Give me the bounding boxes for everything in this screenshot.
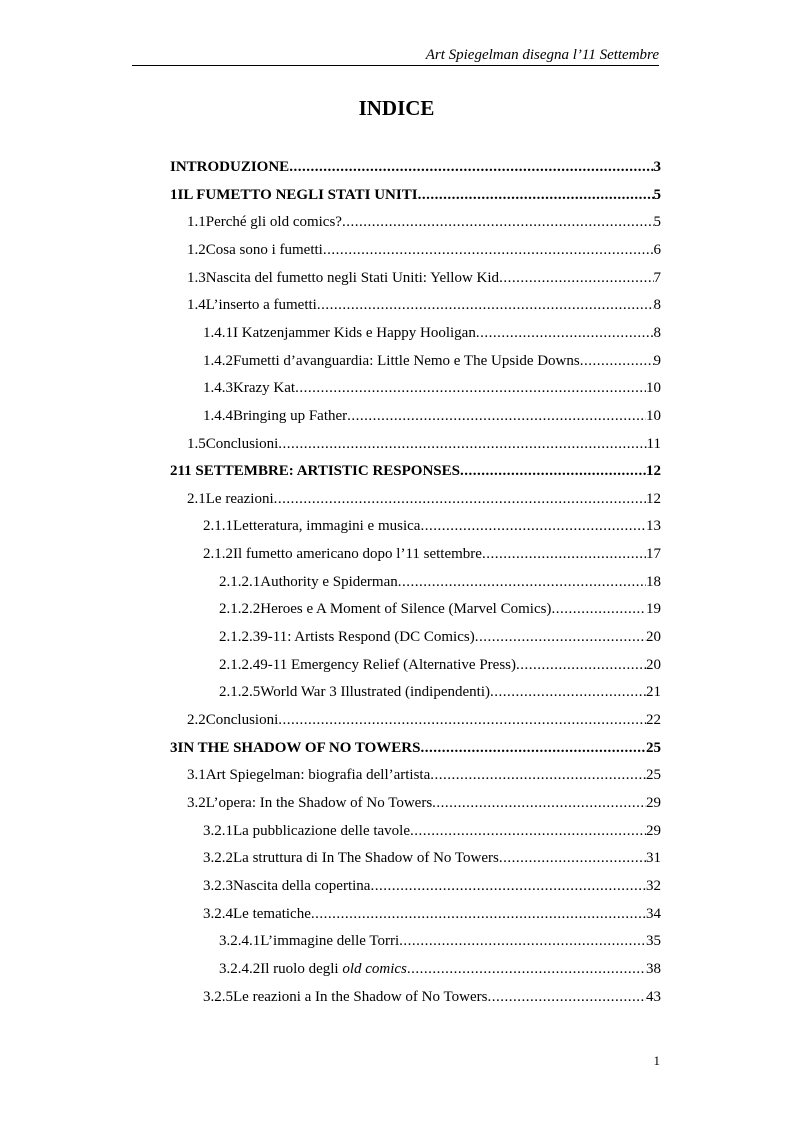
toc-entry[interactable] bbox=[219, 679, 661, 706]
toc-entry-title: Il ruolo degli old comics bbox=[260, 960, 407, 977]
toc-entry[interactable] bbox=[170, 182, 661, 209]
toc-entry-title: Authority e Spiderman bbox=[260, 573, 398, 590]
toc-leader-dots bbox=[476, 320, 654, 347]
toc-entry-page: 25 bbox=[646, 767, 661, 784]
toc-entry-title: Conclusioni bbox=[205, 435, 279, 452]
toc-entry-number: 1.2 bbox=[187, 241, 206, 258]
toc-entry-number: 3.2.4.1 bbox=[219, 933, 261, 950]
toc-entry-page: 18 bbox=[646, 573, 661, 590]
toc-entry-number: 2.1 bbox=[187, 490, 206, 507]
toc-entry-number: 2.1.2.2 bbox=[219, 601, 261, 618]
toc-entry-title: Nascita della copertina bbox=[233, 877, 371, 894]
toc-entry[interactable] bbox=[203, 375, 661, 402]
toc-entry[interactable] bbox=[203, 320, 661, 347]
toc-entry-title: Le reazioni bbox=[205, 490, 274, 507]
toc-entry-page: 12 bbox=[646, 490, 661, 507]
toc-leader-dots bbox=[460, 458, 646, 485]
toc-entry-number: 1.4.2 bbox=[203, 352, 233, 369]
toc-entry-number: 2.1.2.5 bbox=[219, 684, 261, 701]
toc-entry-page: 43 bbox=[646, 988, 661, 1005]
toc-entry-title: Heroes e A Moment of Silence (Marvel Comics) bbox=[260, 601, 552, 618]
toc-leader-dots bbox=[420, 513, 646, 540]
running-title: Art Spiegelman disegna l’11 Settembre bbox=[422, 47, 659, 63]
toc-entry-number: 3.2.4.2 bbox=[219, 960, 261, 977]
toc-entry[interactable] bbox=[203, 513, 661, 540]
toc-entry-title: La struttura di In The Shadow of No Towers bbox=[233, 850, 499, 867]
toc-leader-dots bbox=[487, 984, 646, 1011]
toc-leader-dots bbox=[418, 182, 654, 209]
toc-entry-page: 31 bbox=[646, 850, 661, 867]
toc-entry[interactable] bbox=[187, 707, 661, 734]
toc-entry[interactable] bbox=[187, 265, 661, 292]
toc-entry-number: 3.1 bbox=[187, 767, 206, 784]
toc-leader-dots bbox=[499, 265, 653, 292]
page-title: INDICE bbox=[358, 96, 435, 120]
toc-entry-page: 12 bbox=[646, 463, 661, 480]
toc-leader-dots bbox=[475, 624, 646, 651]
toc-entry-number: 3 bbox=[170, 739, 178, 756]
toc-entry-number: 2.1.2.4 bbox=[219, 656, 261, 673]
toc-entry[interactable] bbox=[187, 292, 661, 319]
toc-entry-title: Il fumetto americano dopo l’11 settembre bbox=[233, 546, 482, 563]
toc-entry-page: 3 bbox=[653, 159, 661, 175]
toc-entry-number: 3.2.3 bbox=[203, 877, 233, 894]
toc-entry-number: 1.5 bbox=[187, 435, 206, 452]
toc-entry-page: 5 bbox=[653, 214, 661, 231]
toc-entry-title: L’inserto a fumetti bbox=[205, 297, 317, 314]
toc-entry[interactable] bbox=[203, 541, 661, 568]
toc-entry[interactable] bbox=[219, 596, 661, 623]
toc-entry-title: Krazy Kat bbox=[233, 380, 296, 397]
toc-entry-title: Le reazioni a In the Shadow of No Towers bbox=[233, 988, 488, 1005]
toc-entry[interactable] bbox=[187, 762, 661, 789]
toc-entry-page: 22 bbox=[646, 712, 661, 728]
toc-entry-number: 1.4.3 bbox=[203, 380, 233, 397]
toc-entry-number: 1.4 bbox=[187, 297, 206, 314]
toc-entry-page: 6 bbox=[653, 241, 661, 258]
toc-entry-number: 1 bbox=[170, 186, 178, 203]
toc-entry-number: 2 bbox=[170, 463, 178, 480]
toc-entry-title: 9-11 Emergency Relief (Alternative Press) bbox=[260, 656, 516, 673]
toc-entry[interactable] bbox=[203, 845, 661, 872]
toc-entry-number: 3.2.1 bbox=[203, 822, 233, 839]
toc-leader-dots bbox=[399, 928, 646, 955]
toc-entry-title: Bringing up Father bbox=[233, 407, 348, 424]
toc-leader-dots bbox=[430, 762, 646, 789]
toc-leader-dots bbox=[289, 154, 653, 181]
toc-entry-page: 13 bbox=[646, 518, 661, 535]
toc-entry-title: L’immagine delle Torri bbox=[260, 933, 400, 950]
toc-entry-page: 20 bbox=[646, 629, 661, 646]
toc-entry[interactable] bbox=[203, 818, 661, 845]
toc-entry-page: 8 bbox=[653, 297, 661, 314]
toc-entry-title: IN THE SHADOW OF NO TOWERS bbox=[177, 739, 421, 756]
toc-leader-dots bbox=[370, 873, 646, 900]
toc-entry-number: 2.1.2.1 bbox=[219, 573, 261, 590]
toc-entry[interactable] bbox=[187, 790, 661, 817]
toc-entry[interactable] bbox=[170, 458, 661, 485]
toc-leader-dots bbox=[323, 237, 654, 264]
toc-entry-page: 11 bbox=[646, 435, 661, 452]
toc-entry-title: L’opera: In the Shadow of No Towers bbox=[205, 794, 433, 811]
toc-entry-title: La pubblicazione delle tavole bbox=[233, 822, 411, 839]
toc-leader-dots bbox=[274, 486, 646, 513]
toc-entry-title: Perché gli old comics? bbox=[205, 214, 342, 231]
toc-entry[interactable] bbox=[187, 209, 661, 236]
toc-entry-number: 1.4.4 bbox=[203, 407, 233, 424]
toc-entry-number: 1.4.1 bbox=[203, 324, 233, 341]
toc-entry-title: Letteratura, immagini e musica bbox=[233, 518, 421, 535]
toc-leader-dots bbox=[342, 209, 654, 236]
toc-entry-title: 11 SETTEMBRE: ARTISTIC RESPONSES bbox=[177, 463, 460, 480]
toc-entry-title: Fumetti d’avanguardia: Little Nemo e The Upside Downs bbox=[233, 352, 580, 369]
toc-entry-number: 3.2.2 bbox=[203, 850, 233, 867]
toc-leader-dots bbox=[516, 652, 646, 679]
toc-leader-dots bbox=[317, 292, 654, 319]
toc-leader-dots bbox=[490, 679, 646, 706]
toc-leader-dots bbox=[398, 569, 646, 596]
toc-entry-number: 3.2.4 bbox=[203, 905, 233, 922]
toc-entry-page: 10 bbox=[646, 407, 661, 424]
toc-entry-page: 38 bbox=[646, 960, 661, 977]
toc-entry[interactable] bbox=[203, 901, 661, 928]
toc-leader-dots bbox=[420, 735, 646, 762]
toc-entry-page: 9 bbox=[653, 352, 661, 369]
toc-leader-dots bbox=[551, 596, 646, 623]
toc-entry-title: IL FUMETTO NEGLI STATI UNITI bbox=[177, 186, 418, 203]
toc-entry-title: Art Spiegelman: biografia dell’artista bbox=[205, 767, 431, 784]
toc-entry-number: 1.3 bbox=[187, 269, 206, 286]
toc-entry-number: 3.2.5 bbox=[203, 988, 233, 1005]
toc-entry-page: 20 bbox=[646, 656, 661, 673]
toc-leader-dots bbox=[410, 818, 646, 845]
toc-entry[interactable] bbox=[170, 735, 661, 762]
toc-entry-page: 21 bbox=[646, 684, 661, 701]
toc-entry[interactable] bbox=[219, 956, 661, 983]
toc-leader-dots bbox=[432, 790, 646, 817]
toc-entry-title: INTRODUZIONE bbox=[170, 159, 290, 175]
toc-entry-page: 17 bbox=[646, 546, 661, 563]
toc-entry[interactable] bbox=[219, 569, 661, 596]
toc-entry-number: 2.1.2.3 bbox=[219, 629, 261, 646]
toc-leader-dots bbox=[278, 431, 646, 458]
toc-entry-page: 29 bbox=[646, 794, 661, 811]
toc-leader-dots bbox=[295, 375, 646, 402]
toc-entry[interactable] bbox=[203, 348, 661, 375]
toc-entry-number: 2.1.2 bbox=[203, 546, 233, 563]
toc-leader-dots bbox=[407, 956, 646, 983]
toc-entry-number: 2.2 bbox=[187, 712, 206, 728]
toc-entry-title: 9-11: Artists Respond (DC Comics) bbox=[260, 629, 475, 646]
toc-entry-page: 7 bbox=[653, 269, 661, 286]
toc-entry[interactable] bbox=[187, 237, 661, 264]
toc-entry-number: 3.2 bbox=[187, 794, 206, 811]
toc-entry[interactable] bbox=[219, 928, 661, 955]
toc-entry-title: Conclusioni bbox=[205, 712, 279, 728]
toc-entry-page: 5 bbox=[653, 186, 661, 203]
toc-entry[interactable] bbox=[203, 873, 661, 900]
toc-entry-page: 35 bbox=[646, 933, 661, 950]
toc-entry[interactable] bbox=[203, 403, 661, 430]
toc-entry[interactable] bbox=[219, 652, 661, 679]
toc-leader-dots bbox=[499, 845, 646, 872]
toc-entry[interactable] bbox=[203, 984, 661, 1011]
toc-leader-dots bbox=[580, 348, 654, 375]
toc-entry-title: Cosa sono i fumetti bbox=[205, 241, 323, 258]
toc-entry-page: 10 bbox=[646, 380, 661, 397]
toc-entry-page: 34 bbox=[646, 905, 661, 922]
toc-entry[interactable] bbox=[219, 624, 661, 651]
toc-leader-dots bbox=[482, 541, 646, 568]
toc-leader-dots bbox=[311, 901, 646, 928]
page-number: 1 bbox=[653, 1053, 660, 1068]
running-header bbox=[132, 46, 659, 66]
toc-entry-number: 1.1 bbox=[187, 214, 206, 231]
toc-entry[interactable] bbox=[170, 154, 661, 181]
toc-entry[interactable] bbox=[187, 431, 661, 458]
toc-entry-title: I Katzenjammer Kids e Happy Hooligan bbox=[233, 324, 476, 341]
toc-entry-page: 29 bbox=[646, 822, 661, 839]
toc-leader-dots bbox=[278, 707, 646, 734]
toc-entry-page: 19 bbox=[646, 601, 661, 618]
toc-entry-title: Le tematiche bbox=[233, 905, 311, 922]
toc-entry-title: World War 3 Illustrated (indipendenti) bbox=[260, 684, 490, 701]
toc-entry-number: 2.1.1 bbox=[203, 518, 233, 535]
toc-entry[interactable] bbox=[187, 486, 661, 513]
toc-leader-dots bbox=[347, 403, 646, 430]
toc-entry-page: 25 bbox=[646, 739, 661, 756]
toc-entry-page: 8 bbox=[653, 324, 661, 341]
toc-entry-page: 32 bbox=[646, 877, 661, 894]
toc-entry-title: Nascita del fumetto negli Stati Uniti: Yellow Kid bbox=[205, 269, 500, 286]
